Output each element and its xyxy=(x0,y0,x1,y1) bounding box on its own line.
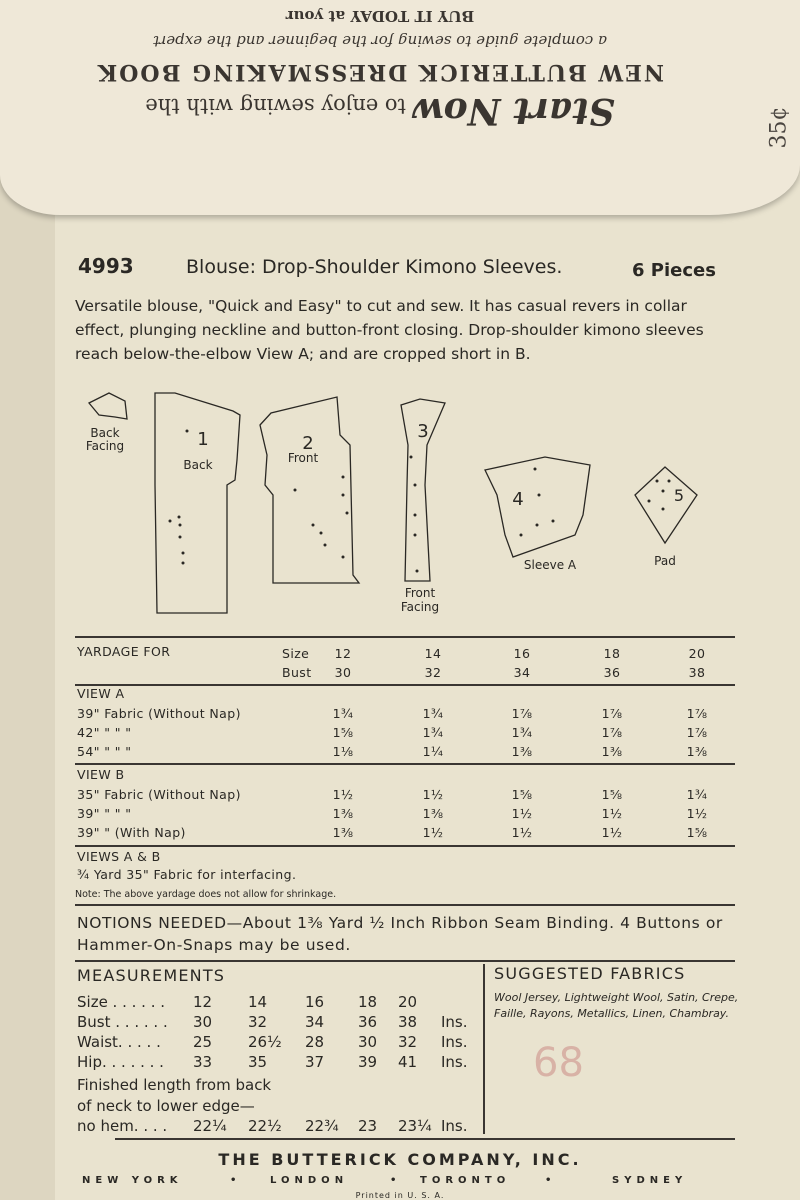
view-a-row-label: 42" " " " xyxy=(77,725,132,740)
length-unit: Ins. xyxy=(441,1117,468,1135)
view-a-value: 1¾ xyxy=(511,725,533,740)
measurement-unit: Ins. xyxy=(441,1053,468,1071)
measurement-value: 14 xyxy=(248,993,268,1011)
view-b-value: 1⅜ xyxy=(422,806,444,821)
view-a-row-label: 54" " " " xyxy=(77,744,132,759)
piece-1-label: Back xyxy=(183,458,213,472)
view-a-value: 1⅞ xyxy=(686,725,708,740)
front-piece xyxy=(260,397,359,583)
view-b-value: 1½ xyxy=(511,806,533,821)
piece-3-label-1: Front xyxy=(404,586,436,600)
back-facing-label-1: Back xyxy=(90,426,120,440)
measurement-value: 39 xyxy=(358,1053,378,1071)
measurement-value: 33 xyxy=(193,1053,213,1071)
length-value: 22¼ xyxy=(193,1117,227,1135)
start-now-script: Start Now xyxy=(412,90,615,132)
measurement-value: 25 xyxy=(193,1033,213,1051)
measurement-value: 32 xyxy=(248,1013,268,1031)
pattern-title: Blouse: Drop-Shoulder Kimono Sleeves. xyxy=(186,256,563,278)
piece-3-number: 3 xyxy=(417,421,429,442)
yardage-heading: YARDAGE FOR xyxy=(77,644,171,659)
measurement-label: Size . . . . . . xyxy=(77,993,166,1011)
pattern-pieces-diagram xyxy=(75,385,735,625)
view-a-value: 1¼ xyxy=(422,744,444,759)
back-facing-piece xyxy=(89,393,127,419)
measurement-value: 26½ xyxy=(248,1033,282,1051)
view-b-value: 1⅜ xyxy=(332,825,354,840)
rule-view-b xyxy=(75,845,735,847)
measurement-label: Waist. . . . . xyxy=(77,1033,161,1051)
envelope-flap xyxy=(0,0,800,215)
view-b-value: 1½ xyxy=(686,806,708,821)
view-b-row-label: 39" " (With Nap) xyxy=(77,825,186,840)
measurement-value: 18 xyxy=(358,993,378,1011)
rule-view-a xyxy=(75,763,735,765)
piece-5-label: Pad xyxy=(654,554,676,568)
piece-4-number: 4 xyxy=(512,489,524,510)
measurements-heading: MEASUREMENTS xyxy=(77,966,226,985)
measurement-value: 34 xyxy=(305,1013,325,1031)
measurement-value: 41 xyxy=(398,1053,418,1071)
view-b-value: 1½ xyxy=(422,787,444,802)
shrinkage-note: Note: The above yardage does not allow for shrinkage. xyxy=(75,889,337,900)
piece-1-number: 1 xyxy=(197,429,209,450)
length-value: 23¼ xyxy=(398,1117,432,1135)
view-b-value: 1⅝ xyxy=(511,787,533,802)
measurement-value: 30 xyxy=(193,1013,213,1031)
view-a-value: 1¾ xyxy=(332,706,354,721)
rule-notions-bottom xyxy=(75,960,735,962)
measurement-label: Hip. . . . . . . xyxy=(77,1053,164,1071)
pad-piece xyxy=(635,467,697,543)
piece-4-label: Sleeve A xyxy=(523,558,577,572)
city-separator: • xyxy=(230,1175,242,1186)
measurement-unit: Ins. xyxy=(441,1033,468,1051)
rule-yardage-header xyxy=(75,684,735,686)
city-name: SYDNEY xyxy=(612,1175,688,1186)
enjoy-text: to enjoy sewing with the xyxy=(145,94,406,118)
view-a-value: 1⅞ xyxy=(511,706,533,721)
view-a-value: 1¾ xyxy=(422,706,444,721)
book-title: NEW BUTTERICK DRESSMAKING BOOK xyxy=(96,59,664,85)
piece-2-label: Front xyxy=(287,451,319,465)
view-b-row-label: 35" Fabric (Without Nap) xyxy=(77,787,241,802)
measurement-value: 30 xyxy=(358,1033,378,1051)
length-value: 22¾ xyxy=(305,1117,339,1135)
piece-3-label-2: Facing xyxy=(400,600,440,614)
price-stamp: 68 xyxy=(533,1040,584,1086)
view-b-row-label: 39" " " " xyxy=(77,806,132,821)
pattern-description: Versatile blouse, "Quick and Easy" to cut and sew. It has casual revers in collar effect, plunging neckline and button-front closing. Drop-shoulder kimono sleeves reach below-the-elbow View A; and are cropped short in B. xyxy=(75,297,704,363)
view-b-value: 1½ xyxy=(601,825,623,840)
length-label: no hem. . . . xyxy=(77,1117,168,1135)
view-a-row-label: 39" Fabric (Without Nap) xyxy=(77,706,241,721)
city-name: TORONTO xyxy=(420,1175,511,1186)
view-b-value: 1¾ xyxy=(686,787,708,802)
size-col-12: 12 xyxy=(334,646,352,661)
bust-col-34: 34 xyxy=(513,665,531,680)
view-a-value: 1⅞ xyxy=(601,706,623,721)
rule-notions-top xyxy=(75,904,735,906)
view-b-value: 1½ xyxy=(601,806,623,821)
view-b-value: 1½ xyxy=(332,787,354,802)
size-col-14: 14 xyxy=(424,646,442,661)
view-a-value: 1⅞ xyxy=(601,725,623,740)
measurements-divider xyxy=(483,964,485,1134)
measurement-value: 38 xyxy=(398,1013,418,1031)
view-a-value: 1⅜ xyxy=(511,744,533,759)
piece-2-number: 2 xyxy=(302,433,314,454)
length-line-2: of neck to lower edge— xyxy=(77,1097,255,1115)
view-a-value: 1⅝ xyxy=(332,725,354,740)
views-ab-label: VIEWS A & B xyxy=(77,849,161,864)
size-col-18: 18 xyxy=(603,646,621,661)
buy-today: BUY IT TODAY at your xyxy=(285,7,475,25)
view-b-value: 1⅜ xyxy=(332,806,354,821)
view-a-value: 1⅛ xyxy=(332,744,354,759)
company-name: THE BUTTERICK COMPANY, INC. xyxy=(218,1150,582,1169)
size-col-20: 20 xyxy=(688,646,706,661)
measurement-value: 28 xyxy=(305,1033,325,1051)
view-b-value: 1½ xyxy=(511,825,533,840)
flap-advert xyxy=(80,0,680,200)
measurement-label: Bust . . . . . . xyxy=(77,1013,168,1031)
city-separator: • xyxy=(545,1175,557,1186)
measurement-unit: Ins. xyxy=(441,1013,468,1031)
pattern-pieces: 6 Pieces xyxy=(632,260,716,281)
price-label: 35¢ xyxy=(766,106,792,149)
measurement-value: 16 xyxy=(305,993,325,1011)
view-a-value: 1¾ xyxy=(422,725,444,740)
notions-needed: NOTIONS NEEDED—About 1⅜ Yard ½ Inch Ribbon Seam Binding. 4 Buttons or Hammer-On-Snaps may be used. xyxy=(77,914,723,954)
back-facing-label-2: Facing xyxy=(85,439,125,453)
city-name: NEW YORK xyxy=(82,1175,183,1186)
size-label: Size xyxy=(282,646,310,661)
view-a-value: 1⅞ xyxy=(686,706,708,721)
length-value: 23 xyxy=(358,1117,378,1135)
view-b-value: 1½ xyxy=(422,825,444,840)
measurement-value: 12 xyxy=(193,993,213,1011)
view-a-value: 1⅜ xyxy=(601,744,623,759)
measurement-value: 35 xyxy=(248,1053,268,1071)
pattern-number: 4993 xyxy=(78,254,134,278)
view-b-label: VIEW B xyxy=(77,767,125,782)
measurement-value: 32 xyxy=(398,1033,418,1051)
measurement-value: 37 xyxy=(305,1053,325,1071)
fabrics-text: Wool Jersey, Lightweight Wool, Satin, Crepe, Faille, Rayons, Metallics, Linen, Chambray. xyxy=(494,991,739,1020)
size-col-16: 16 xyxy=(513,646,531,661)
bust-col-38: 38 xyxy=(688,665,706,680)
length-value: 22½ xyxy=(248,1117,282,1135)
bust-label: Bust xyxy=(282,665,312,680)
city-name: LONDON xyxy=(270,1175,349,1186)
book-guide: a complete guide to sewing for the beginner and the expert xyxy=(153,32,607,50)
view-b-value: 1⅝ xyxy=(686,825,708,840)
measurement-value: 36 xyxy=(358,1013,378,1031)
rule-yardage-top xyxy=(75,636,735,638)
view-a-label: VIEW A xyxy=(77,686,125,701)
interfacing-line: ¾ Yard 35" Fabric for interfacing. xyxy=(77,867,297,882)
bust-col-32: 32 xyxy=(424,665,442,680)
view-b-value: 1⅝ xyxy=(601,787,623,802)
fabrics-heading: SUGGESTED FABRICS xyxy=(494,964,686,983)
city-separator: • xyxy=(390,1175,402,1186)
measurement-value: 20 xyxy=(398,993,418,1011)
rule-footer xyxy=(115,1138,735,1140)
bust-col-36: 36 xyxy=(603,665,621,680)
piece-5-number: 5 xyxy=(673,486,685,505)
sleeve-piece xyxy=(485,457,590,557)
view-a-value: 1⅜ xyxy=(686,744,708,759)
back-piece xyxy=(155,393,240,613)
bust-col-30: 30 xyxy=(334,665,352,680)
length-line-1: Finished length from back xyxy=(77,1076,272,1094)
printed-in: Printed in U. S. A. xyxy=(355,1191,445,1200)
